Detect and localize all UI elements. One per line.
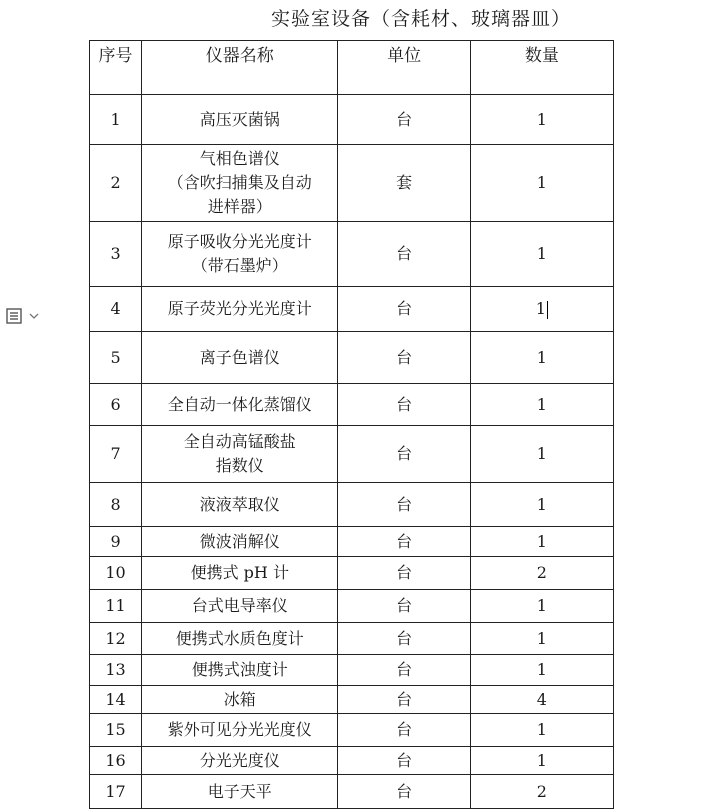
instrument-name: [142, 747, 338, 775]
instrument-name-line: （含吹扫捕集及自动: [167, 173, 312, 192]
table-row: [90, 287, 614, 332]
instrument-name-line: 原子吸收分光光度计: [167, 232, 312, 251]
instrument-name-line: 气相色谱仪: [199, 149, 280, 168]
quantity-cell: [470, 590, 613, 623]
unit-cell: 台: [338, 95, 470, 145]
row-number: 7: [90, 426, 142, 483]
quantity-value: 1: [536, 173, 547, 192]
row-number: 10: [90, 557, 142, 590]
quantity-value: 1: [536, 109, 547, 129]
instrument-name: [142, 686, 338, 714]
quantity-value: 1: [536, 660, 547, 679]
unit-cell: 台: [338, 590, 470, 623]
unit-cell: 台: [338, 483, 470, 527]
document-title: 实验室设备（含耗材、玻璃器皿）: [270, 8, 571, 30]
instrument-name: [142, 483, 338, 527]
quantity-value: 1: [536, 244, 547, 263]
instrument-name-line: 指数仪: [215, 456, 264, 475]
instrument-name: [142, 95, 338, 145]
quantity-value: 1: [535, 299, 546, 318]
row-number: 11: [90, 590, 142, 623]
instrument-name-line: 台式电导率仪: [191, 596, 288, 615]
instrument-name: [142, 655, 338, 686]
quantity-cell[interactable]: [470, 287, 613, 332]
instrument-name: [142, 287, 338, 332]
instrument-name: [142, 426, 338, 483]
unit-cell: 台: [338, 655, 470, 686]
quantity-cell: [470, 655, 613, 686]
instrument-name-line: 离子色谱仪: [199, 347, 280, 367]
quantity-cell: [470, 557, 613, 590]
table-row: [90, 686, 614, 714]
instrument-name-line: 高压灭菌锅: [199, 109, 280, 129]
quantity-cell: [470, 686, 613, 714]
row-number: 2: [90, 145, 142, 222]
chevron-down-icon[interactable]: [28, 310, 40, 322]
table-row: [90, 95, 614, 145]
instrument-name: [142, 714, 338, 747]
unit-cell: 台: [338, 222, 470, 287]
table-row: [90, 747, 614, 775]
quantity-cell: [470, 332, 613, 384]
table-header-row: [90, 41, 614, 95]
table-row: [90, 714, 614, 747]
instrument-name-line: 便携式水质色度计: [175, 628, 304, 648]
header-no: 序号: [90, 41, 142, 95]
instrument-name: [142, 332, 338, 384]
table-row: [90, 426, 614, 483]
row-number: 17: [90, 775, 142, 809]
row-number: 5: [90, 332, 142, 384]
quantity-value: 1: [536, 494, 547, 514]
quantity-cell: [470, 483, 613, 527]
instrument-name-line: 进样器）: [207, 197, 272, 216]
unit-cell: 台: [338, 714, 470, 747]
row-number: 4: [90, 287, 142, 332]
quantity-value: 1: [536, 750, 547, 770]
text-cursor: [547, 301, 548, 319]
quantity-cell: [470, 623, 613, 655]
instrument-name-line: 便携式浊度计: [191, 660, 288, 679]
row-number: 6: [90, 384, 142, 426]
header-qty: 数量: [470, 41, 613, 95]
unit-cell: 台: [338, 287, 470, 332]
row-number: 1: [90, 95, 142, 145]
quantity-cell: [470, 222, 613, 287]
quantity-cell: [470, 747, 613, 775]
quantity-value: 4: [536, 689, 547, 709]
table-row: [90, 623, 614, 655]
quantity-value: 1: [536, 394, 547, 414]
table-row: [90, 145, 614, 222]
table-row: [90, 384, 614, 426]
instrument-name: [142, 145, 338, 222]
instrument-name: [142, 222, 338, 287]
table-row: [90, 527, 614, 557]
unit-cell: 台: [338, 384, 470, 426]
row-number: 9: [90, 527, 142, 557]
quantity-value: 1: [536, 720, 547, 739]
quantity-value: 1: [536, 444, 547, 463]
unit-cell: 台: [338, 426, 470, 483]
table-row: [90, 775, 614, 809]
instrument-name-line: （带石墨炉）: [191, 256, 288, 275]
instrument-name: [142, 590, 338, 623]
paragraph-handle-icon[interactable]: [4, 306, 24, 326]
quantity-value: 1: [536, 347, 547, 367]
unit-cell: 台: [338, 527, 470, 557]
quantity-value: 2: [536, 563, 547, 582]
quantity-cell: [470, 95, 613, 145]
quantity-cell: [470, 384, 613, 426]
row-number: 13: [90, 655, 142, 686]
row-number: 16: [90, 747, 142, 775]
table-row: [90, 483, 614, 527]
unit-cell: 台: [338, 775, 470, 809]
unit-cell: 台: [338, 557, 470, 590]
instrument-name: [142, 623, 338, 655]
instrument-name-line: 全自动高锰酸盐: [183, 432, 296, 451]
instrument-name-line: 全自动一体化蒸馏仪: [167, 394, 312, 414]
quantity-cell: [470, 426, 613, 483]
unit-cell: 套: [338, 145, 470, 222]
instrument-name-line: 紫外可见分光光度仪: [167, 720, 312, 739]
header-name: 仪器名称: [142, 41, 338, 95]
table-row: [90, 222, 614, 287]
instrument-name-line: 电子天平: [207, 781, 272, 801]
row-number: 15: [90, 714, 142, 747]
table-body: [90, 95, 614, 809]
instrument-name-line: 微波消解仪: [199, 531, 280, 551]
table-row: [90, 557, 614, 590]
row-number: 3: [90, 222, 142, 287]
header-unit: 单位: [338, 41, 470, 95]
table-row: [90, 332, 614, 384]
unit-cell: 台: [338, 747, 470, 775]
instrument-name: [142, 384, 338, 426]
quantity-cell: [470, 145, 613, 222]
row-number: 8: [90, 483, 142, 527]
table-row: [90, 590, 614, 623]
quantity-cell: [470, 527, 613, 557]
quantity-cell: [470, 714, 613, 747]
row-number: 12: [90, 623, 142, 655]
instrument-name: [142, 557, 338, 590]
quantity-value: 1: [536, 531, 547, 551]
unit-cell: 台: [338, 686, 470, 714]
unit-cell: 台: [338, 332, 470, 384]
quantity-value: 1: [536, 628, 547, 648]
block-handle[interactable]: [4, 304, 48, 328]
quantity-value: 1: [536, 596, 547, 615]
instrument-name-line: 便携式 pH 计: [190, 563, 289, 582]
equipment-table: [89, 40, 614, 809]
instrument-name: [142, 775, 338, 809]
table-row: [90, 655, 614, 686]
instrument-name-line: 原子荧光分光光度计: [167, 299, 312, 318]
instrument-name-line: 冰箱: [223, 689, 256, 709]
instrument-name: [142, 527, 338, 557]
row-number: 14: [90, 686, 142, 714]
instrument-name-line: 液液萃取仪: [199, 494, 280, 514]
quantity-value: 2: [536, 781, 547, 801]
quantity-cell: [470, 775, 613, 809]
unit-cell: 台: [338, 623, 470, 655]
instrument-name-line: 分光光度仪: [199, 750, 280, 770]
